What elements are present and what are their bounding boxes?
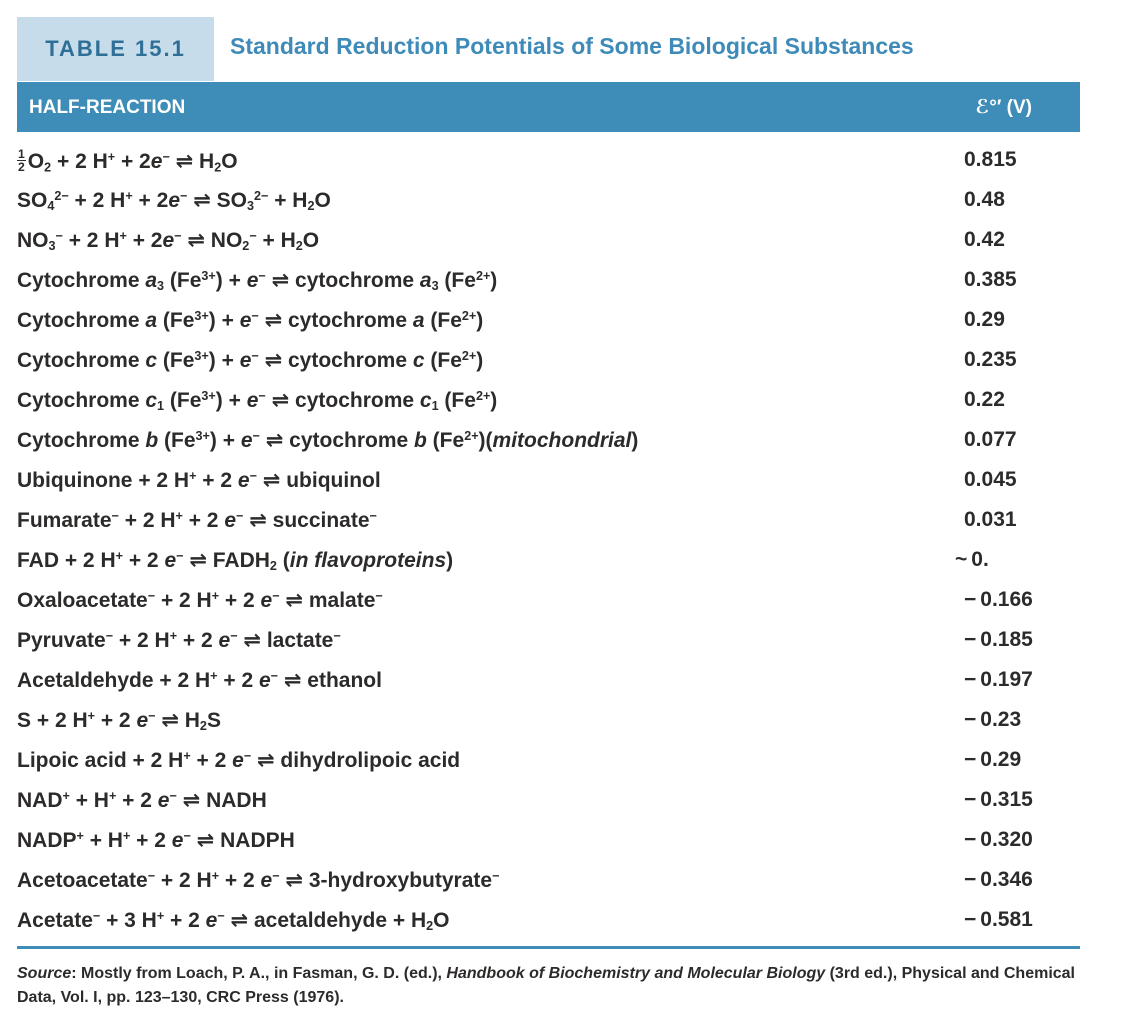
half-reaction: Fumarate− + 2 H+ + 2 e− ⇌ succinate−: [17, 509, 377, 532]
half-reaction: Ubiquinone + 2 H+ + 2 e− ⇌ ubiquinol: [17, 469, 381, 492]
potential-value: 0.031: [964, 508, 1017, 531]
half-reaction-header: HALF-REACTION: [29, 97, 186, 118]
half-reaction: Cytochrome $a_3$ $(Fe^{3+}) + e^-$ ⇌ cytochrome $a_3$ $(Fe^{2+})$: [17, 269, 498, 294]
table-row: [17, 460, 1080, 500]
half-reaction: Oxaloacetate− + 2 H+ + 2 e− ⇌ malate−: [17, 589, 383, 612]
potential-value: 0.045: [964, 468, 1017, 491]
source-text-a: : Mostly from Loach, P. A., in Fasman, G. D. (ed.),: [71, 965, 447, 982]
half-reaction: Cytochrome $c_1$ $(Fe^{3+}) + e^-$ ⇌ cytochrome $c_1$ $(Fe^{2+})$: [17, 389, 498, 414]
half-reaction: $SO_4^{2-} + 2$ H+ + 2e− ⇌ $SO_3^{2-} + H_2O$: [17, 189, 331, 214]
half-reaction: Lipoic acid + 2 H+ + 2 e− ⇌ dihydrolipoic acid: [17, 749, 461, 772]
potential-value: − 0.197: [964, 668, 1033, 691]
potential-value: − 0.166: [964, 588, 1033, 611]
table-row: [17, 860, 1080, 900]
table-row: [17, 220, 1080, 260]
half-reaction: Acetate− + 3 H+ + 2 e− ⇌ acetaldehyde + $H_2O$: [17, 909, 450, 934]
potential-value: 0.29: [964, 308, 1005, 331]
source-book-title: Handbook of Biochemistry and Molecular Biology: [446, 965, 826, 982]
potential-value: − 0.320: [964, 828, 1033, 851]
potential-value: − 0.23: [964, 708, 1022, 731]
potential-value: − 0.29: [964, 748, 1022, 771]
table-row: [17, 620, 1080, 660]
source-label: Source: [17, 965, 72, 982]
potential-value: − 0.315: [964, 788, 1033, 811]
potential-value: 0.077: [964, 428, 1017, 451]
table-row: [17, 180, 1080, 220]
table-row: [17, 660, 1080, 700]
potential-value: − 0.581: [964, 908, 1033, 931]
potential-value: 0.815: [964, 148, 1017, 171]
table-row: [17, 700, 1080, 740]
half-reaction: NAD+ + H+ + 2 e− ⇌ NADH: [17, 789, 267, 812]
table-number: TABLE 15.1: [17, 17, 214, 81]
table-row: [17, 380, 1080, 420]
table-row: [17, 260, 1080, 300]
table-row: [17, 780, 1080, 820]
half-reaction: NADP+ + H+ + 2 e− ⇌ NADPH: [17, 829, 295, 852]
potential-value: 0.22: [964, 388, 1005, 411]
half-reaction: Cytochrome c $(Fe^{3+}) + e^-$ ⇌ cytochrome c $(Fe^{2+})$: [17, 349, 484, 372]
table-row: [17, 420, 1080, 460]
potential-value: ~ 0.: [955, 548, 989, 571]
reduction-potential-table: [17, 140, 1080, 940]
half-reaction: Pyruvate− + 2 H+ + 2 e− ⇌ lactate−: [17, 629, 341, 652]
table-bottom-rule: [17, 946, 1080, 949]
potential-value: − 0.185: [964, 628, 1033, 651]
half-reaction: Acetaldehyde + 2 H+ + 2 e− ⇌ ethanol: [17, 669, 382, 692]
table-row: [17, 820, 1080, 860]
table-row: [17, 500, 1080, 540]
column-header-bar: [17, 82, 1080, 132]
table-row: [17, 300, 1080, 340]
table-title: Standard Reduction Potentials of Some Biological Substances: [230, 33, 914, 59]
potential-header: ℰ°′ (V): [975, 97, 1032, 118]
table-row: [17, 740, 1080, 780]
half-reaction: $NO_3^- + 2$ H+ + 2e− ⇌ $NO_2^- + H_2O$: [17, 229, 320, 254]
half-reaction: FAD + 2 H+ + 2 e− ⇌ $FADH_2$ (in flavoproteins): [17, 549, 454, 574]
potential-value: 0.48: [964, 188, 1005, 211]
table-row: [17, 340, 1080, 380]
one-half-fraction: $\frac{1}{2}$: [18, 147, 25, 175]
potential-value: 0.385: [964, 268, 1017, 291]
half-reaction: Cytochrome a $(Fe^{3+}) + e^-$ ⇌ cytochrome a $(Fe^{2+})$: [17, 309, 484, 332]
source-note: [17, 962, 1097, 1010]
table-row: [17, 540, 1080, 580]
half-reaction: $\frac{1}{2}$ $O_2 + 2$ H+ + 2e− ⇌ $H_2O$: [18, 147, 238, 175]
half-reaction: Cytochrome b $(Fe^{3+}) + e^-$ ⇌ cytochrome b $(Fe^{2+})(mitochondrial)$: [17, 429, 639, 452]
table-row: [17, 900, 1080, 940]
half-reaction: S + 2 H+ + 2 e− ⇌ $H_2S$: [17, 709, 221, 734]
potential-value: 0.42: [964, 228, 1005, 251]
table-row: [17, 580, 1080, 620]
potential-value: − 0.346: [964, 868, 1033, 891]
half-reaction: Acetoacetate− + 2 H+ + 2 e− ⇌ 3-hydroxybutyrate−: [17, 869, 500, 892]
source-text-b: (3rd ed.), Physical and Chemical Data, Vol. I, pp. 123–130, CRC Press (1976).: [17, 965, 1075, 1006]
table-row: [17, 140, 1080, 180]
potential-value: 0.235: [964, 348, 1017, 371]
